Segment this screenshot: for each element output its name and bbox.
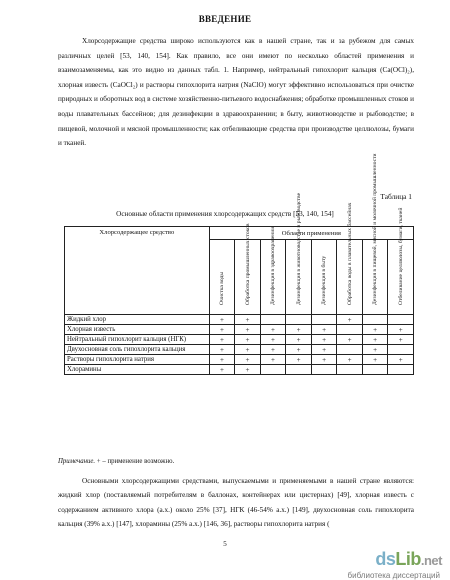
- table-cell-mark: +: [235, 315, 261, 325]
- row-name: Нейтральный гипохлорит кальция (НГК): [65, 335, 210, 345]
- closing-paragraph: Основными хлорсодержащими средствами, выпускаемыми и применяемыми в нашей стране являются: жидкий хлор (поставляемый потребителям в баллонах, контейнерах или цистернах) [49], хлорная известь с содержанием активного хлора (а.х.) около 25% [37], НГК (46-54% а.х.) [149], двухосновная соль гипохлорита кальция (39% а.х.) [147], хлорамины (25% а.х.) [146, 36], растворы гипохлорита натрия (: [58, 477, 414, 529]
- table-cell-mark: +: [260, 345, 286, 355]
- table-cell-mark: [388, 345, 414, 355]
- table-cell-mark: [362, 365, 388, 375]
- column-header: [388, 207, 414, 315]
- table-cell-mark: +: [388, 325, 414, 335]
- table-cell-mark: [388, 365, 414, 375]
- row-name: Растворы гипохлорита натрия: [65, 355, 210, 365]
- table-cell-mark: [260, 365, 286, 375]
- table-cell-mark: +: [337, 315, 363, 325]
- row-name: Двухосновная соль гипохлорита кальция: [65, 345, 210, 355]
- table-label: Таблица 1: [380, 192, 412, 201]
- table-note: [58, 458, 174, 465]
- table-cell-mark: [311, 315, 337, 325]
- row-name: Хлорная известь: [65, 325, 210, 335]
- note-text: + – применение возможно.: [95, 458, 175, 465]
- table-cell-mark: +: [337, 335, 363, 345]
- table-cell-mark: +: [260, 325, 286, 335]
- table-cell-mark: +: [388, 355, 414, 365]
- watermark-logo[interactable]: [375, 549, 442, 570]
- table-cell-mark: +: [209, 315, 235, 325]
- table-cell-mark: +: [235, 345, 261, 355]
- table-cell-mark: +: [235, 355, 261, 365]
- table-cell-mark: [388, 315, 414, 325]
- table-cell-mark: [337, 365, 363, 375]
- table-cell-mark: [362, 315, 388, 325]
- column-header-label: Дезинфекция в пищевой, мясной и молочной промышленности: [372, 153, 379, 305]
- table-cell-mark: +: [260, 335, 286, 345]
- table-corner-header: Хлорсодержащее средство: [65, 227, 210, 315]
- table-cell-mark: +: [311, 335, 337, 345]
- watermark-subtitle: библиотека диссертаций: [347, 571, 440, 580]
- table-cell-mark: +: [209, 355, 235, 365]
- dslib-logo-icon: dsLib.net: [375, 549, 442, 569]
- intro-paragraph: Хлорсодержащие средства широко используются как в нашей стране, так и за рубежом для самых различных целей [53, 140, 154]. Как правило, все они имеют по несколько областей применения и взаимозаменяемы, как это видно из данных табл. 1. Например, нейтральный гипохлорит кальция (Ca(OCl)₂), хлорная известь (CaOCl₂) и растворы гипохлорита натрия (NaClO) могут эффективно использоваться при очистке природных и оборотных вод в системе хозяйственно-питьевого водоснабжения; обработке промышленных стоков и воды плавательных бассейнов; для дезинфекции в здравоохранении; в быту, животноводстве и рыбоводстве; в пищевой, молочной и мясной промышленности; как отбеливающие средства при производстве целлюлозы, бумаги и тканей.: [58, 37, 414, 148]
- table-cell-mark: +: [286, 325, 312, 335]
- table-cell-mark: +: [337, 355, 363, 365]
- table-cell-mark: +: [286, 355, 312, 365]
- table-row: [65, 365, 414, 375]
- table-cell-mark: +: [362, 335, 388, 345]
- table-cell-mark: +: [311, 325, 337, 335]
- note-label: Примечание.: [58, 458, 96, 465]
- table-title: Основные области применения хлорсодержащих средств [53, 140, 154]: [116, 210, 334, 218]
- table-cell-mark: +: [362, 325, 388, 335]
- column-header-label: Обработка воды в плавательных бассейнах: [346, 202, 353, 305]
- row-name: Хлорамины: [65, 365, 210, 375]
- table-row: [65, 335, 414, 345]
- column-header: [209, 240, 235, 315]
- table-cell-mark: +: [235, 335, 261, 345]
- section-heading: ВВЕДЕНИЕ: [198, 14, 252, 24]
- column-header-label: Дезинфекция в быту: [320, 255, 327, 305]
- table-row: [65, 315, 414, 325]
- table-cell-mark: [260, 315, 286, 325]
- table-cell-mark: +: [209, 365, 235, 375]
- table-cell-mark: +: [209, 335, 235, 345]
- page-number: 5: [223, 540, 227, 548]
- table-cell-mark: +: [311, 345, 337, 355]
- table-row: [65, 355, 414, 365]
- column-header: [362, 153, 388, 315]
- table-cell-mark: [337, 325, 363, 335]
- table-cell-mark: [337, 345, 363, 355]
- table-cell-mark: +: [235, 365, 261, 375]
- column-header: [337, 202, 363, 315]
- row-name: Жидкий хлор: [65, 315, 210, 325]
- column-header-label: Очистка воды: [218, 271, 225, 305]
- column-header-label: Дезинфекция в животноводстве и рыбоводстве: [295, 192, 302, 305]
- column-header: [311, 240, 337, 315]
- table-cell-mark: [311, 365, 337, 375]
- table-cell-mark: +: [235, 325, 261, 335]
- table-cell-mark: +: [311, 355, 337, 365]
- table-row: [65, 325, 414, 335]
- column-header: [235, 223, 261, 315]
- table-cell-mark: [286, 315, 312, 325]
- table-cell-mark: +: [388, 335, 414, 345]
- column-header-label: Обработка промышленных стоков: [244, 223, 251, 305]
- table-cell-mark: +: [286, 345, 312, 355]
- table-group-header: Области применения: [209, 227, 413, 240]
- table-row: [65, 345, 414, 355]
- table-cell-mark: +: [209, 345, 235, 355]
- table-cell-mark: +: [362, 355, 388, 365]
- table-cell-mark: +: [260, 355, 286, 365]
- column-header-label: Отбеливание целлюлозы, бумаги, тканей: [397, 207, 404, 305]
- column-header: [286, 192, 312, 315]
- table-cell-mark: +: [362, 345, 388, 355]
- table-cell-mark: +: [209, 325, 235, 335]
- column-header-label: Дезинфекция в здравоохранении: [269, 226, 276, 305]
- table-cell-mark: [286, 365, 312, 375]
- column-header: [260, 226, 286, 315]
- table-cell-mark: +: [286, 335, 312, 345]
